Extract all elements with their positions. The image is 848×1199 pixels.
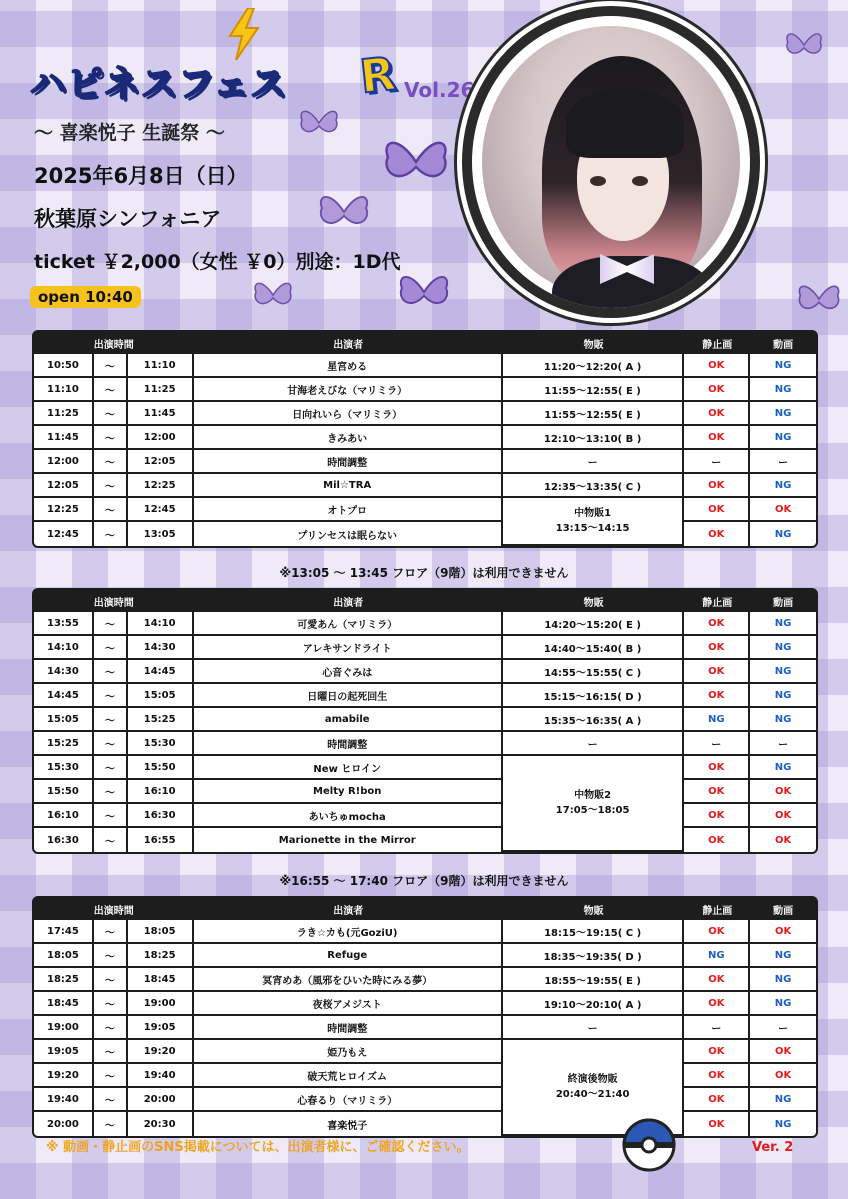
performer-name: 破天荒ヒロイズム <box>194 1064 503 1088</box>
still-photo-permission: OK <box>684 378 750 402</box>
start-time: 14:10 <box>34 636 94 660</box>
time-separator: 〜 <box>94 920 128 944</box>
end-time: 18:05 <box>128 920 194 944</box>
merch-time: 18:35〜19:35( D ) <box>503 944 685 968</box>
table-row <box>34 1112 816 1136</box>
floor-unavailable-note: ※13:05 〜 13:45 フロア（9階）は利用できません <box>279 566 569 580</box>
pokeball-icon <box>622 1118 676 1172</box>
schedule-table-1 <box>32 330 818 548</box>
merch-time: 11:20〜12:20( A ) <box>503 354 685 378</box>
end-time: 11:10 <box>128 354 194 378</box>
still-photo-permission: OK <box>684 1112 750 1136</box>
still-photo-permission: OK <box>684 660 750 684</box>
video-permission: ー <box>750 450 816 474</box>
video-permission: NG <box>750 426 816 450</box>
header-performer: 出演者 <box>194 898 503 920</box>
end-time: 18:45 <box>128 968 194 992</box>
table-row <box>34 450 816 474</box>
performer-name: ラき☆カも(元GoziU) <box>194 920 503 944</box>
time-separator: 〜 <box>94 474 128 498</box>
still-photo-permission: ー <box>684 732 750 756</box>
time-separator: 〜 <box>94 756 128 780</box>
still-photo-permission: OK <box>684 354 750 378</box>
header-video: 動画 <box>750 332 816 354</box>
time-separator: 〜 <box>94 992 128 1016</box>
table-row <box>34 684 816 708</box>
performer-name: 可愛あん（マリミラ） <box>194 612 503 636</box>
end-time: 15:05 <box>128 684 194 708</box>
performer-name: 時間調整 <box>194 732 503 756</box>
end-time: 16:10 <box>128 780 194 804</box>
time-separator: 〜 <box>94 1112 128 1136</box>
end-time: 19:05 <box>128 1016 194 1040</box>
merch-time: 15:15〜16:15( D ) <box>503 684 685 708</box>
performer-name: 心音ぐみは <box>194 660 503 684</box>
video-permission: NG <box>750 684 816 708</box>
time-separator: 〜 <box>94 1088 128 1112</box>
merch-time: 11:55〜12:55( E ) <box>503 378 685 402</box>
butterfly-icon <box>298 106 340 140</box>
performer-name: あいちゅmocha <box>194 804 503 828</box>
butterfly-icon <box>784 28 824 62</box>
still-photo-permission: OK <box>684 1064 750 1088</box>
end-time: 11:45 <box>128 402 194 426</box>
header-time: 出演時間 <box>34 332 194 354</box>
performer-name: New ヒロイン <box>194 756 503 780</box>
merch-time: 中物販2 17:05〜18:05 <box>503 756 685 852</box>
start-time: 16:30 <box>34 828 94 852</box>
performer-name: 喜楽悦子 <box>194 1112 503 1136</box>
video-permission: OK <box>750 804 816 828</box>
volume-label: Vol.26 <box>404 78 475 102</box>
merch-time: ー <box>503 732 685 756</box>
time-separator: 〜 <box>94 780 128 804</box>
table-row <box>34 828 816 852</box>
still-photo-permission: NG <box>684 708 750 732</box>
table-row <box>34 1064 816 1088</box>
table-row <box>34 708 816 732</box>
start-time: 13:55 <box>34 612 94 636</box>
performer-name: Mil☆TRA <box>194 474 503 498</box>
start-time: 19:00 <box>34 1016 94 1040</box>
time-separator: 〜 <box>94 968 128 992</box>
end-time: 11:25 <box>128 378 194 402</box>
table-row <box>34 426 816 450</box>
event-subtitle: 〜 喜楽悦子 生誕祭 〜 <box>34 122 225 144</box>
end-time: 14:10 <box>128 612 194 636</box>
table-header-row <box>34 332 816 354</box>
performer-name: 時間調整 <box>194 450 503 474</box>
event-title-r: R <box>357 46 399 104</box>
start-time: 11:10 <box>34 378 94 402</box>
video-permission: OK <box>750 498 816 522</box>
still-photo-permission: OK <box>684 780 750 804</box>
video-permission: NG <box>750 992 816 1016</box>
video-permission: NG <box>750 660 816 684</box>
table-header-row <box>34 898 816 920</box>
merch-time: ー <box>503 1016 685 1040</box>
start-time: 14:45 <box>34 684 94 708</box>
merch-time: 14:40〜15:40( B ) <box>503 636 685 660</box>
start-time: 18:45 <box>34 992 94 1016</box>
video-permission: OK <box>750 780 816 804</box>
performer-name: アレキサンドライト <box>194 636 503 660</box>
end-time: 18:25 <box>128 944 194 968</box>
end-time: 14:45 <box>128 660 194 684</box>
header-still: 静止画 <box>684 590 750 612</box>
performer-name: 甘海老えびな（マリミラ） <box>194 378 503 402</box>
merch-time: 18:55〜19:55( E ) <box>503 968 685 992</box>
schedule-table-2 <box>32 588 818 854</box>
time-separator: 〜 <box>94 498 128 522</box>
merch-time: 11:55〜12:55( E ) <box>503 402 685 426</box>
table-row <box>34 1040 816 1064</box>
merch-time: 15:35〜16:35( A ) <box>503 708 685 732</box>
butterfly-icon <box>396 270 452 314</box>
table-row <box>34 780 816 804</box>
video-permission: NG <box>750 968 816 992</box>
time-separator: 〜 <box>94 708 128 732</box>
video-permission: NG <box>750 612 816 636</box>
header-video: 動画 <box>750 898 816 920</box>
header-still: 静止画 <box>684 332 750 354</box>
header-time: 出演時間 <box>34 898 194 920</box>
performer-name: Refuge <box>194 944 503 968</box>
still-photo-permission: OK <box>684 402 750 426</box>
performer-name: 日向れいら（マリミラ） <box>194 402 503 426</box>
time-separator: 〜 <box>94 1016 128 1040</box>
table-row <box>34 636 816 660</box>
butterfly-icon <box>316 190 372 234</box>
video-permission: NG <box>750 402 816 426</box>
floor-unavailable-note: ※16:55 〜 17:40 フロア（9階）は利用できません <box>279 874 569 888</box>
butterfly-icon <box>252 278 294 312</box>
video-permission: NG <box>750 944 816 968</box>
ticket-price: ticket ￥2,000（女性 ￥0）別途：1D代 <box>34 251 401 273</box>
time-separator: 〜 <box>94 354 128 378</box>
video-permission: NG <box>750 708 816 732</box>
time-separator: 〜 <box>94 426 128 450</box>
end-time: 14:30 <box>128 636 194 660</box>
performer-name: プリンセスは眠らない <box>194 522 503 546</box>
video-permission: NG <box>750 1112 816 1136</box>
end-time: 20:00 <box>128 1088 194 1112</box>
performer-name: amabile <box>194 708 503 732</box>
time-separator: 〜 <box>94 804 128 828</box>
table-row <box>34 612 816 636</box>
video-permission: NG <box>750 474 816 498</box>
header <box>0 0 848 322</box>
end-time: 15:25 <box>128 708 194 732</box>
still-photo-permission: OK <box>684 992 750 1016</box>
schedule-table-3 <box>32 896 818 1138</box>
event-date: 2025年6月8日（日） <box>34 164 248 188</box>
time-separator: 〜 <box>94 1064 128 1088</box>
still-photo-permission: OK <box>684 498 750 522</box>
performer-name: 姫乃もえ <box>194 1040 503 1064</box>
sns-notice: ※ 動画・静止画のSNS掲載については、出演者様に、ご確認ください。 <box>46 1140 470 1155</box>
table-row <box>34 732 816 756</box>
video-permission: NG <box>750 756 816 780</box>
end-time: 12:05 <box>128 450 194 474</box>
start-time: 15:25 <box>34 732 94 756</box>
start-time: 16:10 <box>34 804 94 828</box>
start-time: 12:25 <box>34 498 94 522</box>
end-time: 12:25 <box>128 474 194 498</box>
end-time: 12:45 <box>128 498 194 522</box>
table-row <box>34 968 816 992</box>
start-time: 11:45 <box>34 426 94 450</box>
portrait-photo <box>462 6 760 318</box>
performer-name: 心春るり（マリミラ） <box>194 1088 503 1112</box>
start-time: 12:45 <box>34 522 94 546</box>
performer-name: 時間調整 <box>194 1016 503 1040</box>
still-photo-permission: OK <box>684 474 750 498</box>
video-permission: ー <box>750 732 816 756</box>
end-time: 15:50 <box>128 756 194 780</box>
merch-time: 18:15〜19:15( C ) <box>503 920 685 944</box>
still-photo-permission: OK <box>684 636 750 660</box>
start-time: 15:30 <box>34 756 94 780</box>
header-performer: 出演者 <box>194 590 503 612</box>
merch-time: 12:10〜13:10( B ) <box>503 426 685 450</box>
performer-name: Melty R!bon <box>194 780 503 804</box>
video-permission: NG <box>750 1088 816 1112</box>
header-still: 静止画 <box>684 898 750 920</box>
video-permission: OK <box>750 828 816 852</box>
merch-time: ー <box>503 450 685 474</box>
performer-name: 星宮める <box>194 354 503 378</box>
header-performer: 出演者 <box>194 332 503 354</box>
end-time: 12:00 <box>128 426 194 450</box>
table-row <box>34 992 816 1016</box>
start-time: 19:20 <box>34 1064 94 1088</box>
performer-name: 夜桜アメジスト <box>194 992 503 1016</box>
still-photo-permission: OK <box>684 1088 750 1112</box>
time-separator: 〜 <box>94 636 128 660</box>
time-separator: 〜 <box>94 612 128 636</box>
still-photo-permission: NG <box>684 944 750 968</box>
video-permission: NG <box>750 522 816 546</box>
start-time: 14:30 <box>34 660 94 684</box>
start-time: 19:40 <box>34 1088 94 1112</box>
header-merch: 物販 <box>503 332 685 354</box>
header-video: 動画 <box>750 590 816 612</box>
performer-name: 日曜日の起死回生 <box>194 684 503 708</box>
still-photo-permission: OK <box>684 804 750 828</box>
video-permission: NG <box>750 636 816 660</box>
table-row <box>34 378 816 402</box>
table-row <box>34 354 816 378</box>
still-photo-permission: OK <box>684 1040 750 1064</box>
table-row <box>34 660 816 684</box>
video-permission: ー <box>750 1016 816 1040</box>
still-photo-permission: OK <box>684 522 750 546</box>
table-row <box>34 756 816 780</box>
time-separator: 〜 <box>94 1040 128 1064</box>
end-time: 15:30 <box>128 732 194 756</box>
start-time: 20:00 <box>34 1112 94 1136</box>
table-row <box>34 1016 816 1040</box>
time-separator: 〜 <box>94 450 128 474</box>
end-time: 19:20 <box>128 1040 194 1064</box>
video-permission: OK <box>750 920 816 944</box>
still-photo-permission: OK <box>684 684 750 708</box>
table-row <box>34 944 816 968</box>
time-separator: 〜 <box>94 378 128 402</box>
table-row <box>34 498 816 522</box>
table-row <box>34 522 816 546</box>
end-time: 13:05 <box>128 522 194 546</box>
event-venue: 秋葉原シンフォニア <box>34 207 222 231</box>
end-time: 19:00 <box>128 992 194 1016</box>
table-row <box>34 474 816 498</box>
merch-time: 14:55〜15:55( C ) <box>503 660 685 684</box>
table-row <box>34 920 816 944</box>
video-permission: OK <box>750 1040 816 1064</box>
merch-time: 中物販1 13:15〜14:15 <box>503 498 685 546</box>
still-photo-permission: OK <box>684 756 750 780</box>
start-time: 19:05 <box>34 1040 94 1064</box>
start-time: 11:25 <box>34 402 94 426</box>
schedule-table <box>32 330 818 548</box>
header-merch: 物販 <box>503 590 685 612</box>
still-photo-permission: ー <box>684 450 750 474</box>
table-row <box>34 804 816 828</box>
schedule-table <box>32 896 818 1138</box>
time-separator: 〜 <box>94 828 128 852</box>
start-time: 12:05 <box>34 474 94 498</box>
merch-time: 12:35〜13:35( C ) <box>503 474 685 498</box>
time-separator: 〜 <box>94 660 128 684</box>
still-photo-permission: OK <box>684 828 750 852</box>
performer-name: きみあい <box>194 426 503 450</box>
performer-name: 冥宵めあ（風邪をひいた時にみる夢） <box>194 968 503 992</box>
schedule-table <box>32 588 818 854</box>
video-permission: NG <box>750 378 816 402</box>
time-separator: 〜 <box>94 522 128 546</box>
performer-name: オトプロ <box>194 498 503 522</box>
time-separator: 〜 <box>94 944 128 968</box>
start-time: 15:50 <box>34 780 94 804</box>
performer-name: Marionette in the Mirror <box>194 828 503 852</box>
start-time: 17:45 <box>34 920 94 944</box>
table-row <box>34 402 816 426</box>
time-separator: 〜 <box>94 684 128 708</box>
start-time: 18:05 <box>34 944 94 968</box>
butterfly-icon <box>796 280 842 318</box>
end-time: 19:40 <box>128 1064 194 1088</box>
end-time: 16:55 <box>128 828 194 852</box>
still-photo-permission: ー <box>684 1016 750 1040</box>
end-time: 16:30 <box>128 804 194 828</box>
header-merch: 物販 <box>503 898 685 920</box>
merch-time: 19:10〜20:10( A ) <box>503 992 685 1016</box>
video-permission: OK <box>750 1064 816 1088</box>
lightning-icon <box>224 8 264 60</box>
event-title: ハピネスフェス <box>30 64 288 105</box>
still-photo-permission: OK <box>684 612 750 636</box>
still-photo-permission: OK <box>684 920 750 944</box>
still-photo-permission: OK <box>684 426 750 450</box>
start-time: 12:00 <box>34 450 94 474</box>
table-header-row <box>34 590 816 612</box>
butterfly-icon <box>380 134 452 190</box>
video-permission: NG <box>750 354 816 378</box>
end-time: 20:30 <box>128 1112 194 1136</box>
open-time-badge: open 10:40 <box>30 286 141 308</box>
start-time: 15:05 <box>34 708 94 732</box>
merch-time: 終演後物販 20:40〜21:40 <box>503 1040 685 1136</box>
time-separator: 〜 <box>94 732 128 756</box>
start-time: 18:25 <box>34 968 94 992</box>
table-row <box>34 1088 816 1112</box>
merch-time: 14:20〜15:20( E ) <box>503 612 685 636</box>
time-separator: 〜 <box>94 402 128 426</box>
still-photo-permission: OK <box>684 968 750 992</box>
start-time: 10:50 <box>34 354 94 378</box>
version-label: Ver. 2 <box>752 1140 794 1155</box>
header-time: 出演時間 <box>34 590 194 612</box>
